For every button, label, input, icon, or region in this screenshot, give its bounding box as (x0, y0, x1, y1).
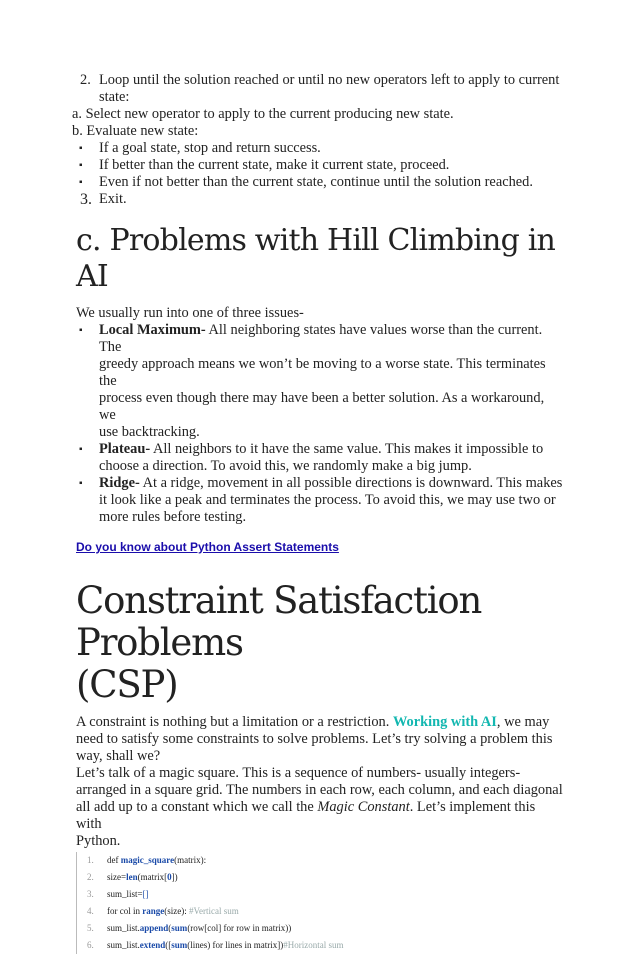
bullet-icon: ▪ (79, 143, 83, 154)
code-line: 6. sum_list.extend([sum(lines) for lines in matrix])#Horizontal sum (87, 940, 344, 950)
list-text-cont: state: (99, 89, 130, 105)
issue-term: Plateau- (99, 441, 151, 457)
issue-term: Local Maximum- (99, 322, 206, 338)
issue-plateau: ▪ Plateau- All neighbors to it have the same value. This makes it impossible to choose a direction. To avoid this, we randomly make a big jump. (79, 441, 544, 474)
bullet-item: ▪ If a goal state, stop and return success. (79, 140, 321, 156)
list-text: Loop until the solution reached or until no new operators left to apply to current (99, 72, 560, 88)
bullet-icon: ▪ (79, 325, 83, 336)
code-line: 5. sum_list.append(sum(row[col] for row in matrix)) (87, 923, 292, 933)
ordered-item-3 (76, 191, 564, 208)
ordered-item-2 (76, 72, 564, 106)
list-number: 3. (80, 191, 92, 208)
bullet-item: ▪ Even if not better than the current state, continue until the solution reached. (79, 174, 533, 190)
csp-paragraph-2: Let’s talk of a magic square. This is a sequence of numbers- usually integers- arranged in a square grid. The numbers in each row, each column, and each diagonal all add up to a constant which we call the Magic Constant. Let’s implement this with Python. (76, 765, 563, 849)
code-block (76, 852, 564, 954)
document-page (72, 72, 564, 954)
issue-term: Ridge- (99, 475, 140, 491)
bullet-icon: ▪ (79, 177, 83, 188)
code-line: 3. sum_list=[] (87, 889, 149, 899)
bullet-icon: ▪ (79, 478, 83, 489)
csp-paragraph-1: A constraint is nothing but a limitation or a restriction. Working with AI, we may need to satisfy some constraints to solve problems. Let’s try solving a problem this way, shall we? (76, 714, 553, 764)
step-b: b. Evaluate new state: (72, 123, 199, 139)
step-a: a. Select new operator to apply to the current producing new state. (72, 106, 454, 122)
bullet-icon: ▪ (79, 444, 83, 455)
code-line: 2. size=len(matrix[0]) (87, 872, 178, 882)
section-intro: We usually run into one of three issues- (76, 305, 304, 321)
section-heading: c. Problems with Hill Climbing in AI (76, 223, 556, 294)
bullet-item: ▪ If better than the current state, make it current state, proceed. (79, 157, 450, 173)
python-assert-link[interactable]: Do you know about Python Assert Statements (76, 540, 339, 554)
issue-ridge: ▪ Ridge- At a ridge, movement in all possible directions is downward. This makes it look like a peak and terminates the process. To avoid this, we may use two or more rules before testing. (79, 475, 563, 525)
code-line: 1. def magic_square(matrix): (87, 855, 207, 865)
list-number: 2. (80, 72, 91, 88)
list-text: Exit. (99, 191, 127, 207)
issue-local-maximum: ▪ Local Maximum- All neighboring states have values worse than the current. The greedy approach means we won’t be moving to a worse state. This terminates the process even though there may have been a better solution. As a workaround, we use backtracking. (79, 322, 546, 440)
working-with-ai-link[interactable]: Working with AI (392, 714, 497, 730)
csp-heading: Constraint Satisfaction Problems (CSP) (76, 579, 482, 706)
bullet-icon: ▪ (79, 160, 83, 171)
code-line: 4. for col in range(size): #Vertical sum (87, 906, 239, 916)
